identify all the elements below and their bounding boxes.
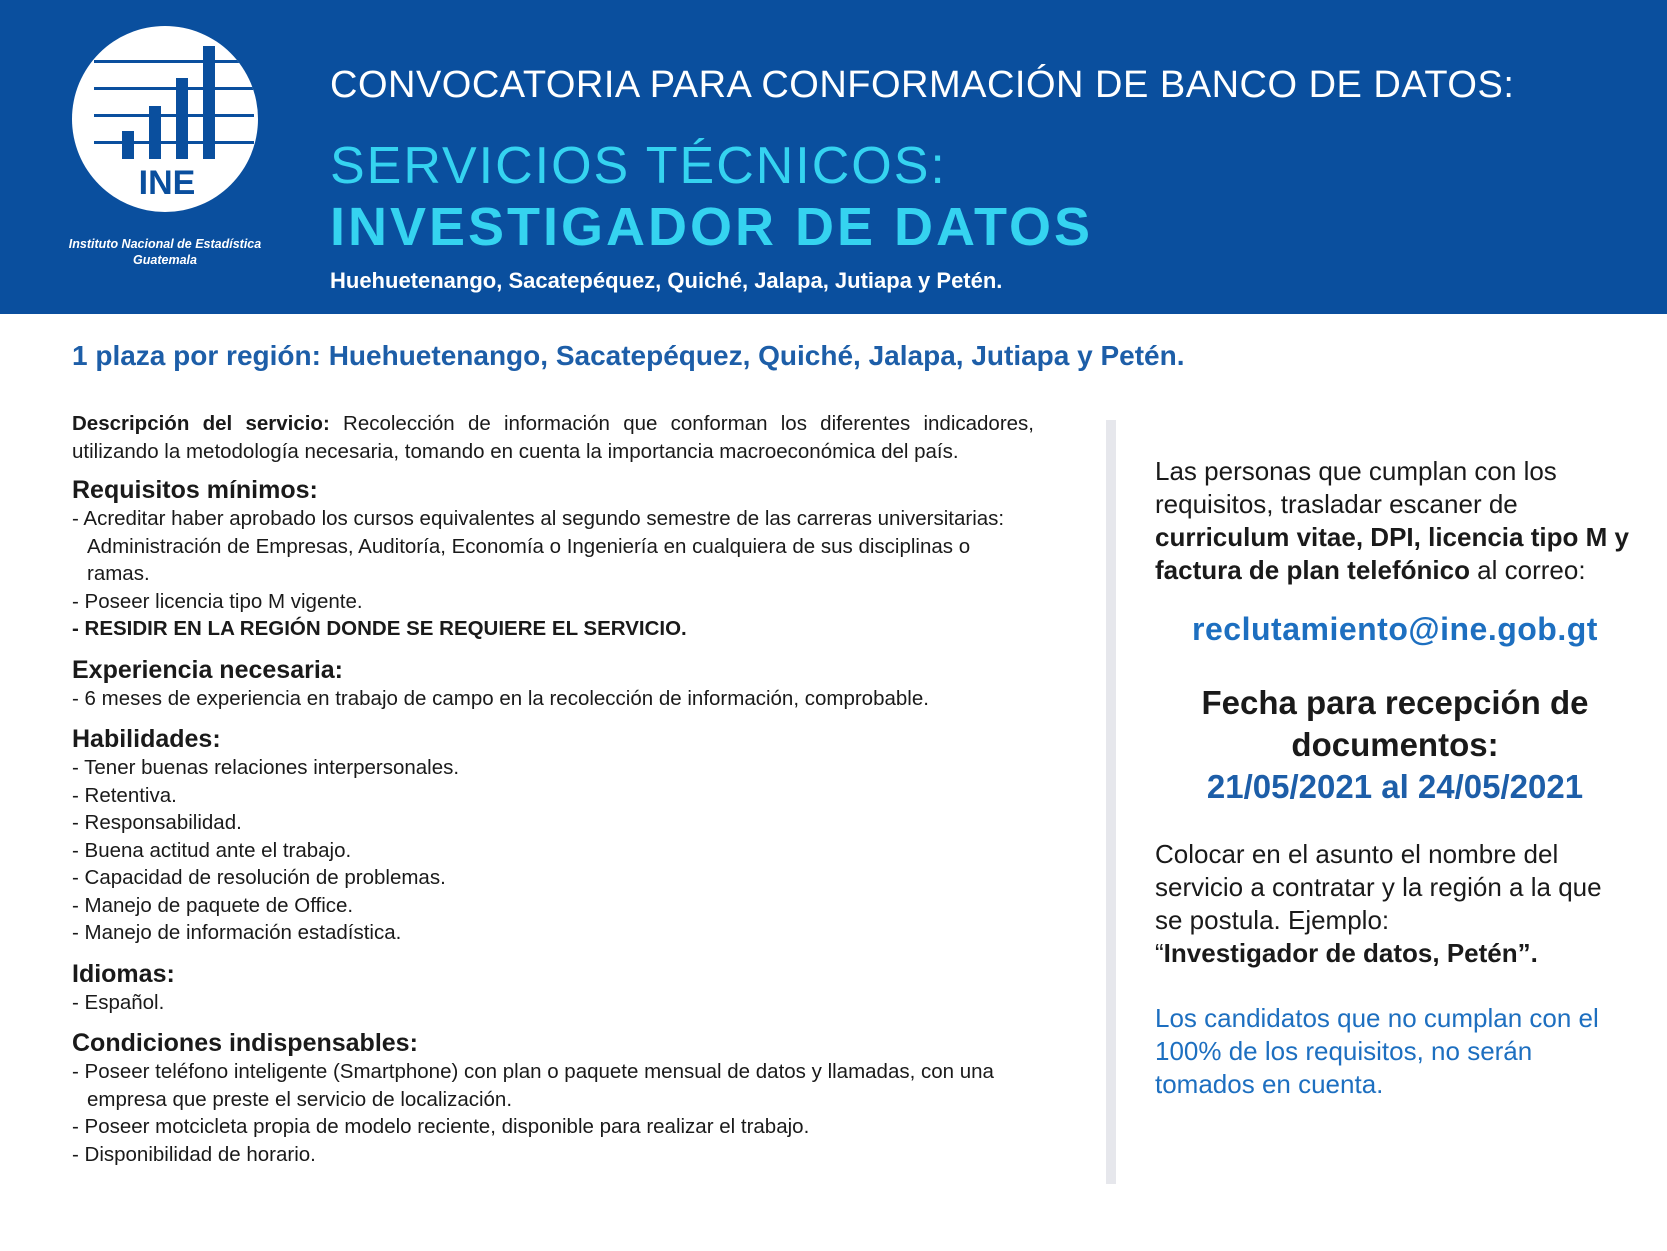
experiencia-heading: Experiencia necesaria:	[72, 655, 343, 684]
habilidades-heading: Habilidades:	[72, 725, 221, 753]
instructions-text-a: Las personas que cumplan con los requisitos, trasladar escaner de	[1155, 456, 1557, 519]
logo-caption	[50, 236, 280, 268]
requirements-column	[72, 410, 1034, 1168]
description-label: Descripción del servicio:	[72, 412, 330, 435]
list-item: - Poseer motcicleta propia de modelo reciente, disponible para realizar el trabajo.	[72, 1115, 810, 1138]
condiciones-heading: Condiciones indispensables:	[72, 1029, 418, 1057]
instructions-text-b: al correo:	[1469, 555, 1586, 585]
logo-circle	[72, 26, 258, 212]
logo-text: INE	[138, 164, 196, 202]
required-documents: curriculum vitae, DPI, licencia tipo M y factura de plan telefónico	[1155, 522, 1629, 585]
list-item: - Manejo de información estadística.	[72, 921, 402, 944]
fecha-heading: Fecha para recepción de documentos:	[1201, 684, 1589, 763]
header-title: INVESTIGADOR DE DATOS	[330, 197, 1094, 257]
subject-example: Investigador de datos, Petén”.	[1163, 938, 1538, 968]
service-description	[72, 410, 1034, 465]
plazas-por-region: 1 plaza por región: Huehuetenango, Sacatepéquez, Quiché, Jalapa, Jutiapa y Petén.	[72, 340, 1185, 371]
header-regions: Huehuetenango, Sacatepéquez, Quiché, Jalapa, Jutiapa y Petén.	[330, 268, 1003, 293]
list-item: - 6 meses de experiencia en trabajo de campo en la recolección de información, comprobable.	[72, 686, 929, 710]
list-item: - Buena actitud ante el trabajo.	[72, 838, 352, 862]
list-item: - Manejo de paquete de Office.	[72, 893, 354, 917]
ine-logo	[50, 26, 280, 268]
list-item: - Responsabilidad.	[72, 811, 242, 834]
list-item: - Acreditar haber aprobado los cursos equivalentes al segundo semestre de las carreras universitarias: Administración de Empresas, Auditoría, Economía o Ingeniería en cualquiera de sus disciplinas o ramas.	[72, 507, 1005, 585]
disclaimer-note: Los candidatos que no cumplan con el 100% de los requisitos, no serán tomados en cuenta.	[1155, 1003, 1599, 1099]
application-column	[1155, 455, 1635, 1101]
subject-instructions	[1155, 838, 1635, 970]
logo-caption-line1: Instituto Nacional de Estadística	[68, 237, 262, 251]
subject-text: Colocar en el asunto el nombre del servicio a contratar y la región a la que se postula. Ejemplo:	[1155, 839, 1602, 935]
list-item: - Retentiva.	[72, 783, 177, 807]
header-convocatoria: CONVOCATORIA PARA CONFORMACIÓN DE BANCO DE DATOS:	[330, 64, 1515, 106]
application-instructions	[1155, 455, 1635, 587]
column-divider	[1106, 420, 1116, 1184]
fecha-range: 21/05/2021 al 24/05/2021	[1206, 768, 1584, 805]
list-item: - Español.	[72, 990, 165, 1014]
list-item: - Tener buenas relaciones interpersonales.	[72, 756, 460, 779]
list-item: - Poseer licencia tipo M vigente.	[72, 589, 363, 613]
bar-chart-logo-icon	[72, 26, 258, 212]
requisitos-heading: Requisitos mínimos:	[72, 476, 318, 504]
list-item: - Poseer teléfono inteligente (Smartphone) con plan o paquete mensual de datos y llamadas, con una empresa que preste el servicio de localización.	[72, 1060, 994, 1111]
list-item: - RESIDIR EN LA REGIÓN DONDE SE REQUIERE EL SERVICIO.	[72, 617, 687, 640]
list-item: - Capacidad de resolución de problemas.	[72, 866, 446, 889]
description-text: Recolección de información que conforman los diferentes indicadores, utilizando la metodología necesaria, tomando en cuenta la importancia macroeconómica del país.	[72, 412, 1034, 463]
list-item: - Disponibilidad de horario.	[72, 1142, 316, 1166]
header-banner	[0, 0, 1667, 314]
idiomas-heading: Idiomas:	[72, 959, 175, 988]
recruitment-email-link[interactable]: reclutamiento@ine.gob.gt	[1192, 611, 1598, 647]
logo-caption-line2: Guatemala	[133, 253, 197, 267]
subject-quote-open: “	[1155, 938, 1164, 968]
header-servicios: SERVICIOS TÉCNICOS:	[330, 137, 947, 195]
